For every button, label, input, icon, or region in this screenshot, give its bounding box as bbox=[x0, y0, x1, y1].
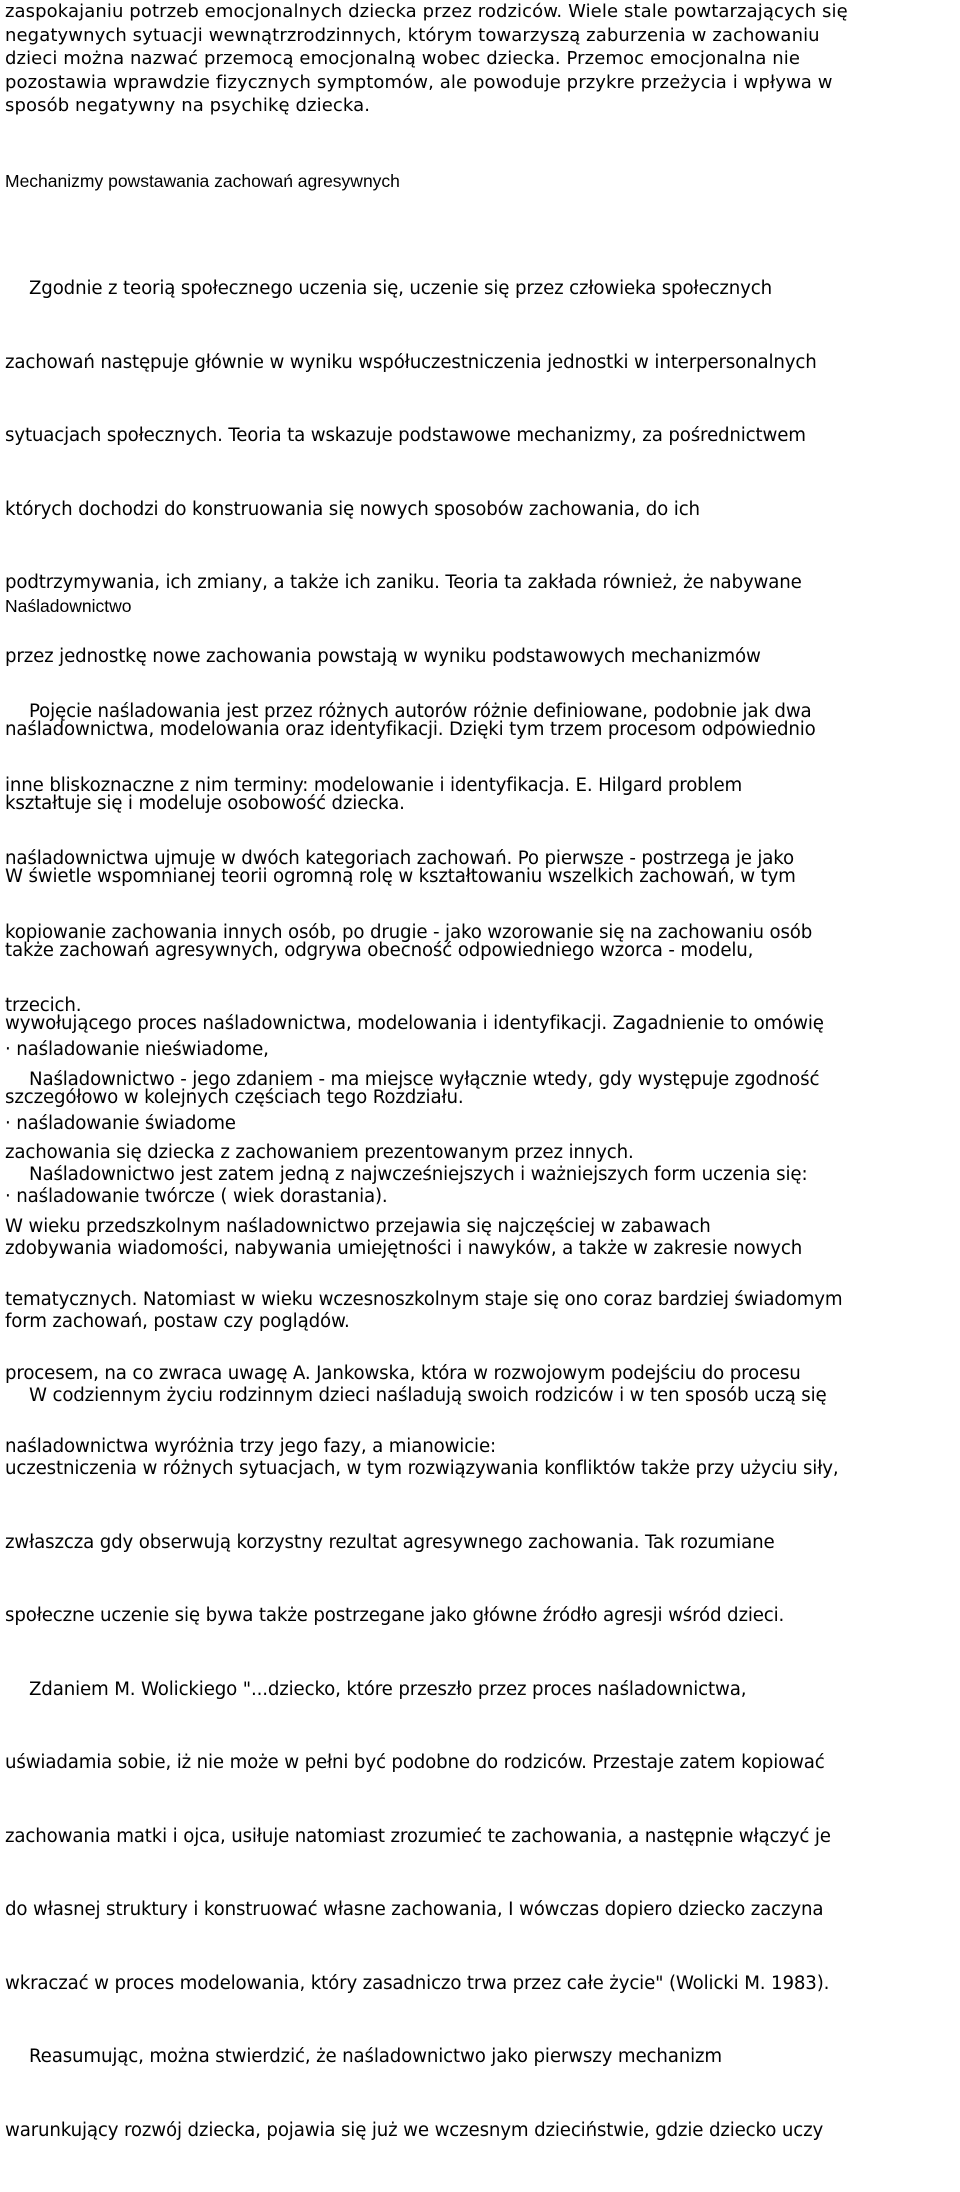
text-line: naśladownictwa wyróżnia trzy jego fazy, a mianowicie: bbox=[5, 1436, 496, 1457]
text-line: zwłaszcza gdy obserwują korzystny rezultat agresywnego zachowania. Tak rozumiane bbox=[5, 1531, 775, 1553]
text-line: Zgodnie z teorią społecznego uczenia się, uczenie się przez człowieka społecznych bbox=[29, 278, 772, 299]
text-line: inne bliskoznaczne z nim terminy: modelowanie i identyfikacja. E. Hilgard problem bbox=[5, 774, 743, 796]
text-line: do własnej struktury i konstruować własne zachowania, I wówczas dopiero dziecko zaczyna bbox=[5, 1899, 824, 1920]
text-line: W świetle wspomnianej teorii ogromną rolę w kształtowaniu wszelkich zachowań, w tym bbox=[5, 866, 796, 887]
text-line: zdobywania wiadomości, nabywania umiejętności i nawyków, a także w zakresie nowych bbox=[5, 1237, 803, 1259]
text-line: zaspokajaniu potrzeb emocjonalnych dziecka przez rodziców. Wiele stale powtarzających się bbox=[5, 1, 848, 22]
intro-paragraph bbox=[5, 0, 848, 118]
list-item: · naśladowanie twórcze ( wiek dorastania). bbox=[5, 1186, 388, 1207]
text-line: szczegółowo w kolejnych częściach tego Rozdziału. bbox=[5, 1086, 464, 1108]
text-line: wywołującego proces naśladownictwa, modelowania i identyfikacji. Zagadnienie to omówię bbox=[5, 1013, 824, 1034]
text-line: przez jednostkę nowe zachowania powstają w wyniku podstawowych mechanizmów bbox=[5, 645, 761, 667]
text-line: W wieku przedszkolnym naśladownictwo przejawia się najczęściej w zabawach bbox=[5, 1215, 711, 1237]
text-line: warunkujący rozwój dziecka, pojawia się już we wczesnym dzieciństwie, gdzie dziecko uczy bbox=[5, 2119, 824, 2141]
text-line: podtrzymywania, ich zmiany, a także ich zaniku. Teoria ta zakłada również, że nabywane bbox=[5, 572, 802, 593]
text-line: naśladownictwa ujmuje w dwóch kategoriach zachowań. Po pierwsze - postrzega je jako bbox=[5, 848, 795, 869]
text-line: pozostawia wprawdzie fizycznych symptomów, ale powoduje przykre przeżycia i wpływa w bbox=[5, 71, 833, 93]
text-line: W codziennym życiu rodzinnym dzieci naśladują swoich rodziców i w ten sposób uczą się bbox=[29, 1384, 827, 1406]
section-heading-nasladownictwo: Naśladownictwo bbox=[5, 596, 132, 616]
text-line: sposób negatywny na psychikę dziecka. bbox=[5, 95, 371, 116]
text-line: negatywnych sytuacji wewnątrzrodzinnych, którym towarzyszą zaburzenia w zachowaniu bbox=[5, 24, 820, 46]
text-line: Naśladownictwo jest zatem jedną z najwcześniejszych i ważniejszych form uczenia się: bbox=[29, 1164, 808, 1185]
text-line: Pojęcie naśladowania jest przez różnych autorów różnie definiowane, podobnie jak dwa bbox=[29, 701, 812, 722]
text-line: dzieci można nazwać przemocą emocjonalną wobec dziecka. Przemoc emocjonalna nie bbox=[5, 48, 801, 69]
text-line: naśladownictwa, modelowania oraz identyfikacji. Dzięki tym trzem procesom odpowiednio bbox=[5, 719, 816, 740]
section2-body-continued bbox=[5, 1114, 838, 2192]
list-item: · naśladowanie nieświadome, bbox=[5, 1039, 269, 1060]
text-line: także zachowań agresywnych, odgrywa obecność odpowiedniego wzorca - modelu, bbox=[5, 939, 754, 961]
text-line: tematycznych. Natomiast w wieku wczesnoszkolnym staje się ono coraz bardziej świadomym bbox=[5, 1289, 843, 1310]
text-line: Naśladownictwo - jego zdaniem - ma miejsce wyłącznie wtedy, gdy występuje zgodność bbox=[29, 1068, 820, 1090]
list-item: · naśladowanie świadome bbox=[5, 1112, 236, 1134]
text-line: uczestniczenia w różnych sytuacjach, w tym rozwiązywania konfliktów także przy użyciu siły, bbox=[5, 1458, 839, 1479]
text-line: społeczne uczenie się bywa także postrzegane jako główne źródło agresji wśród dzieci. bbox=[5, 1605, 785, 1626]
text-line: wkraczać w proces modelowania, który zasadniczo trwa przez całe życie" (Wolicki M. 1983). bbox=[5, 1972, 830, 1994]
text-line: kształtuje się i modeluje osobowość dziecka. bbox=[5, 792, 405, 814]
text-line: których dochodzi do konstruowania się nowych sposobów zachowania, do ich bbox=[5, 498, 700, 520]
text-line: procesem, na co zwraca uwagę A. Jankowska, która w rozwojowym podejściu do procesu bbox=[5, 1362, 801, 1384]
text-line: Reasumując, można stwierdzić, że naśladownictwo jako pierwszy mechanizm bbox=[29, 2046, 722, 2067]
text-line: uświadamia sobie, iż nie może w pełni być podobne do rodziców. Przestaje zatem kopiować bbox=[5, 1752, 825, 1773]
text-line: trzecich. bbox=[5, 995, 82, 1016]
text-line: form zachowań, postaw czy poglądów. bbox=[5, 1311, 350, 1332]
text-line: zachowania matki i ojca, usiłuje natomiast zrozumieć te zachowania, a następnie włączyć je bbox=[5, 1825, 831, 1847]
text-line: sytuacjach społecznych. Teoria ta wskazuje podstawowe mechanizmy, za pośrednictwem bbox=[5, 425, 806, 446]
text-line: kopiowanie zachowania innych osób, po drugie - jako wzorowanie się na zachowaniu osób bbox=[5, 921, 813, 943]
text-line: zachowania się dziecka z zachowaniem prezentowanym przez innych. bbox=[5, 1142, 634, 1163]
text-line: Zdaniem M. Wolickiego "...dziecko, które przeszło przez proces naśladownictwa, bbox=[29, 1678, 747, 1700]
text-line: zachowań następuje głównie w wyniku współuczestniczenia jednostki w interpersonalnych bbox=[5, 351, 817, 373]
section-heading-mechanizmy: Mechanizmy powstawania zachowań agresywnych bbox=[5, 171, 400, 191]
